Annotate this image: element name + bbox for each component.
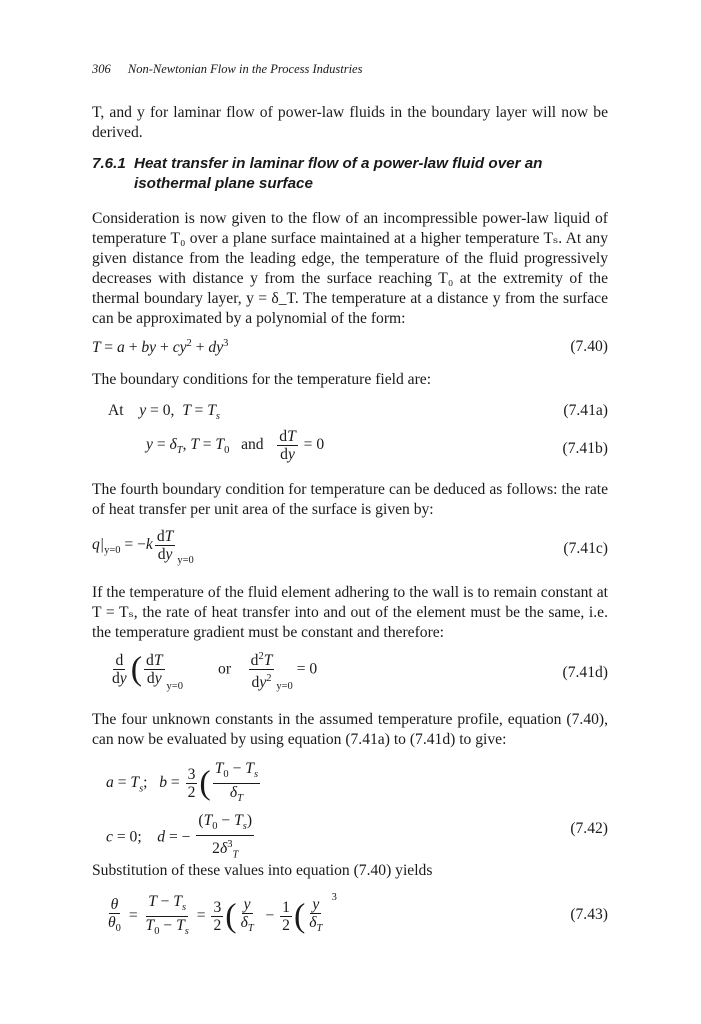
section-title-line1: Heat transfer in laminar flow of a power-law fluid over an (134, 155, 543, 172)
intro-paragraph: T, and y for laminar flow of power-law fluids in the boundary layer will now be derived. (92, 104, 608, 141)
paragraph-consideration: Consideration is now given to the flow of an incompressible power-law liquid of temperature T₀ over a plane surface maintained at a higher temperature Tₛ. At any given distance from the leading edge, the temperature of the fluid progressively decreases with distance y from the surface reaching T₀ at the extremity of the thermal boundary layer, y = δ_T. The temperature at a distance y from the surface can be approximated by a polynomial of the form: (92, 210, 608, 327)
page-number: 306 (92, 62, 111, 76)
paragraph-boundary-conditions: The boundary conditions for the temperature field are: (92, 371, 432, 388)
equation-7-41d: $\frac{d}{dy}$ ( $\frac{dT}{dy}$ $_{y=0}$ or $\frac{d^2T}{dy^2}$ $_{y=0}$ = 0 (108, 648, 317, 691)
running-title: Non-Newtonian Flow in the Process Industries (127, 62, 363, 76)
eq-number-7-41b: (7.41b) (562, 440, 608, 457)
equation-7-42-line2: c = 0; d = − $\frac{(T_0 - T_s)}{2\delta^3_T}$ (106, 812, 253, 861)
equation-7-41c: $q|_{y=0} = -k$ $\frac{dT}{dy}$ $_{y=0}$ (92, 528, 194, 567)
eq-number-7-41c: (7.41c) (563, 540, 608, 557)
equation-7-40: T = a + by + $cy^2 + dy^3$ (92, 338, 229, 357)
eq-number-7-41d: (7.41d) (562, 664, 608, 681)
paragraph-wall-element: If the temperature of the fluid element adhering to the wall is to remain constant at T = Tₛ, the rate of heat transfer into and out of the element must be the same, i.e. the temperature gradient must be constant and therefore: (92, 584, 608, 641)
running-header (92, 62, 362, 77)
section-title-line2: isothermal plane surface (134, 175, 313, 192)
paragraph-substitution: Substitution of these values into equation (7.40) yields (92, 862, 433, 879)
eq-number-7-41a: (7.41a) (563, 402, 608, 419)
equation-7-41b: $y = \delta_T$, $T = T_0$ and $\frac{dT}{dy}$ = 0 (146, 428, 325, 463)
equation-7-43: $\frac{\theta}{\theta_0}$ = $\frac{T - T_s}{T_0 - T_s}$ = $\frac{3}{2}$ ( $\frac{y}{\delta_T}$ − $\frac{1}{2}$ ( $\frac{y}{\delta_T}$ $^3$ (108, 892, 337, 938)
eq-number-7-42: (7.42) (570, 820, 608, 837)
equation-7-42-line1: $a = T_s$; b = $\frac{3}{2}$ ( $\frac{T_0 - T_s}{\delta_T}$ (106, 760, 259, 805)
eq-number-7-43: (7.43) (570, 906, 608, 923)
section-number: 7.6.1 (92, 155, 126, 172)
paragraph-fourth-condition: The fourth boundary condition for temperature can be deduced as follows: the rate of heat transfer per unit area of the surface is given by: (92, 481, 608, 518)
paragraph-four-constants: The four unknown constants in the assumed temperature profile, equation (7.40), can now be evaluated by using equation (7.41a) to (7.41d) to give: (92, 711, 608, 748)
eq-number-7-40: (7.40) (570, 338, 608, 355)
equation-7-41a: At y = 0, $T = T_s$ (108, 402, 220, 423)
section-heading (92, 154, 608, 194)
